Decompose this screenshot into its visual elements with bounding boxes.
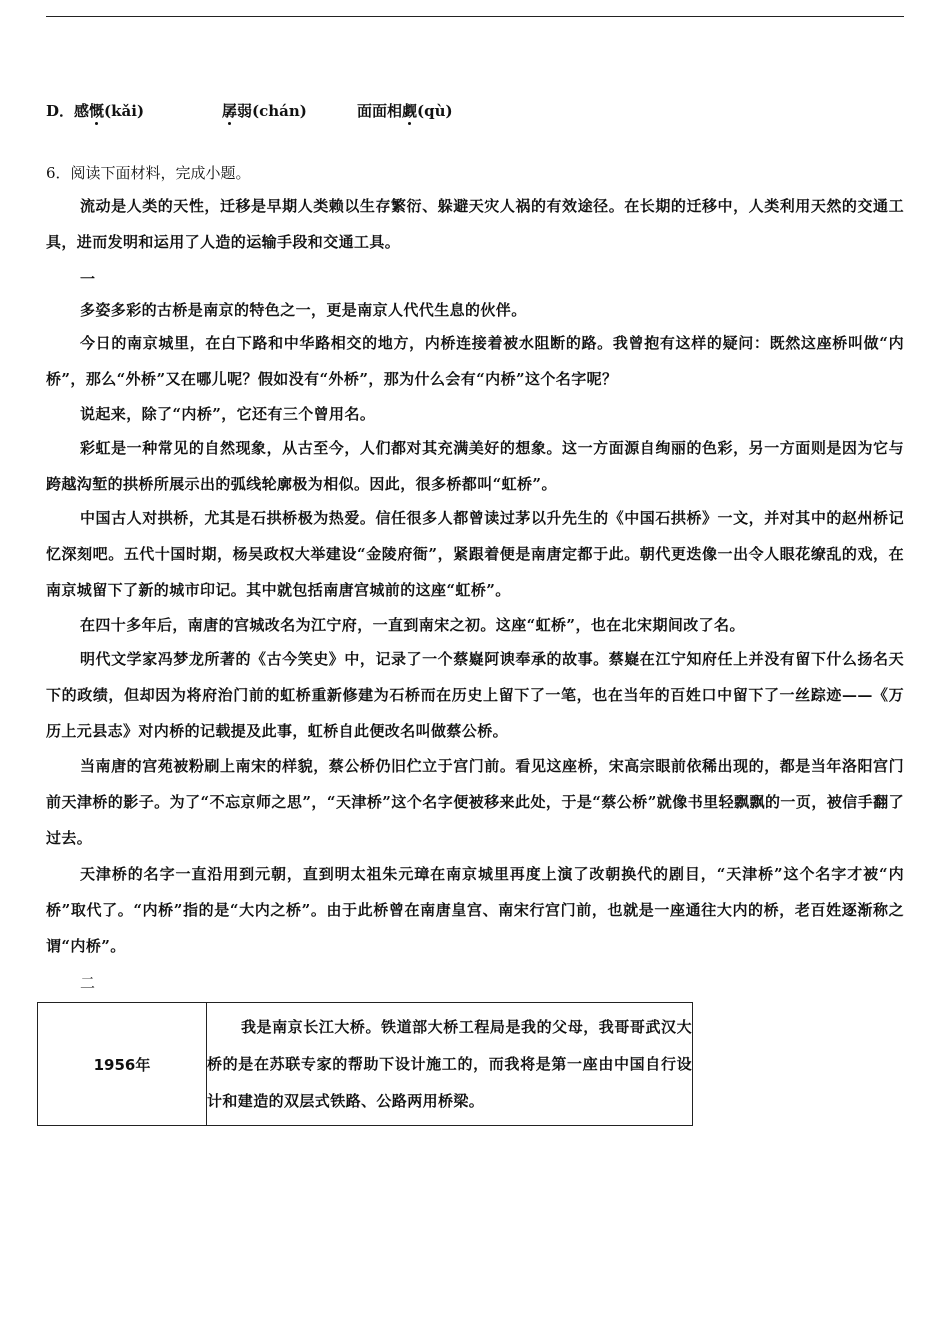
- paragraph-9: 天津桥的名字一直沿用到元朝，直到明太祖朱元璋在南京城里再度上演了改朝换代的剧目，“天津桥”这个名字才被“内桥”取代了。“内桥”指的是“大内之桥”。由于此桥曾在南唐皇宫、南宋行宫门前，也就是一座通往大内的桥，老百姓逐渐称之谓“内桥”。: [46, 865, 904, 955]
- option-d-word1-dotted: 慨: [89, 102, 105, 120]
- paragraph-7: 明代文学家冯梦龙所著的《古今笑史》中，记录了一个蔡嶷阿谀奉承的故事。蔡嶷在江宁知府任上并没有留下什么扬名天下的政绩，但却因为将府治门前的虹桥重新修建为石桥而在历史上留下了一笔，也在当年的百姓口中留下了一丝踪迹——《万历上元县志》对内桥的记载提及此事，虹桥自此便改名叫做蔡公桥。: [46, 650, 904, 740]
- question-heading: 6．阅读下面材料，完成小题。: [46, 164, 251, 182]
- option-d-letter: D．: [46, 102, 75, 120]
- paragraph-8: 当南唐的宫苑被粉刷上南宋的样貌，蔡公桥仍旧伫立于宫门前。看见这座桥，宋高宗眼前依稀出现的，都是当年洛阳宫门前天津桥的影子。为了“不忘京师之思”，“天津桥”这个名字便被移来此处，于是“蔡公桥”就像书里轻飘飘的一页，被信手翻了过去。: [46, 757, 904, 847]
- table-text-cell: 我是南京长江大桥。铁道部大桥工程局是我的父母，我哥哥武汉大桥的是在苏联专家的帮助下设计施工的，而我将是第一座由中国自行设计和建造的双层式铁路、公路两用桥梁。: [207, 1003, 693, 1126]
- option-d-word3-dotted: 觑: [402, 102, 418, 120]
- option-d-word1-pinyin: (kǎi): [104, 102, 145, 120]
- paragraph-5: 中国古人对拱桥，尤其是石拱桥极为热爱。信任很多人都曾读过茅以升先生的《中国石拱桥》一文，并对其中的赵州桥记忆深刻吧。五代十国时期，杨吴政权大举建设“金陵府衙”，紧跟着便是南唐定都于此。朝代更迭像一出令人眼花缭乱的戏，在南京城留下了新的城市印记。其中就包括南唐宫城前的这座“虹桥”。: [46, 509, 904, 599]
- intro-paragraph: 流动是人类的天性，迁移是早期人类赖以生存繁衍、躲避天灾人祸的有效途径。在长期的迁移中，人类利用天然的交通工具，进而发明和运用了人造的运输手段和交通工具。: [46, 197, 904, 251]
- option-d-word2-suffix: 弱: [237, 102, 253, 120]
- table-year-cell: 1956年: [38, 1003, 207, 1126]
- option-d-word1-prefix: 感: [74, 102, 90, 120]
- timeline-table: [37, 1002, 693, 1126]
- section-one-heading: 一: [80, 270, 96, 288]
- paragraph-4: 彩虹是一种常见的自然现象，从古至今，人们都对其充满美好的想象。这一方面源自绚丽的色彩，另一方面则是因为它与跨越沟堑的拱桥所展示出的弧线轮廓极为相似。因此，很多桥都叫“虹桥”。: [46, 439, 904, 493]
- option-d-word2: [222, 100, 307, 121]
- paragraph-1: 多姿多彩的古桥是南京的特色之一，更是南京人代代生息的伙伴。: [80, 301, 527, 319]
- option-d-label: [46, 100, 144, 121]
- paragraph-3: 说起来，除了“内桥”，它还有三个曾用名。: [80, 405, 376, 423]
- option-d-word3-pinyin: (qù): [417, 102, 453, 120]
- option-d-word3-prefix: 面面相: [357, 102, 403, 120]
- option-d-word2-pinyin: (chán): [252, 102, 307, 120]
- table-row: [38, 1003, 693, 1126]
- header-rule: [46, 16, 904, 17]
- paragraph-2: 今日的南京城里，在白下路和中华路相交的地方，内桥连接着被水阻断的路。我曾抱有这样的疑问：既然这座桥叫做“内桥”，那么“外桥”又在哪儿呢？假如没有“外桥”，那为什么会有“内桥”这个名字呢？: [46, 334, 904, 388]
- section-two-heading: 二: [80, 974, 96, 992]
- option-d-word2-dotted: 孱: [222, 102, 238, 120]
- option-d-word3: [357, 100, 453, 121]
- paragraph-6: 在四十多年后，南唐的宫城改名为江宁府，一直到南宋之初。这座“虹桥”，也在北宋期间改了名。: [80, 616, 745, 634]
